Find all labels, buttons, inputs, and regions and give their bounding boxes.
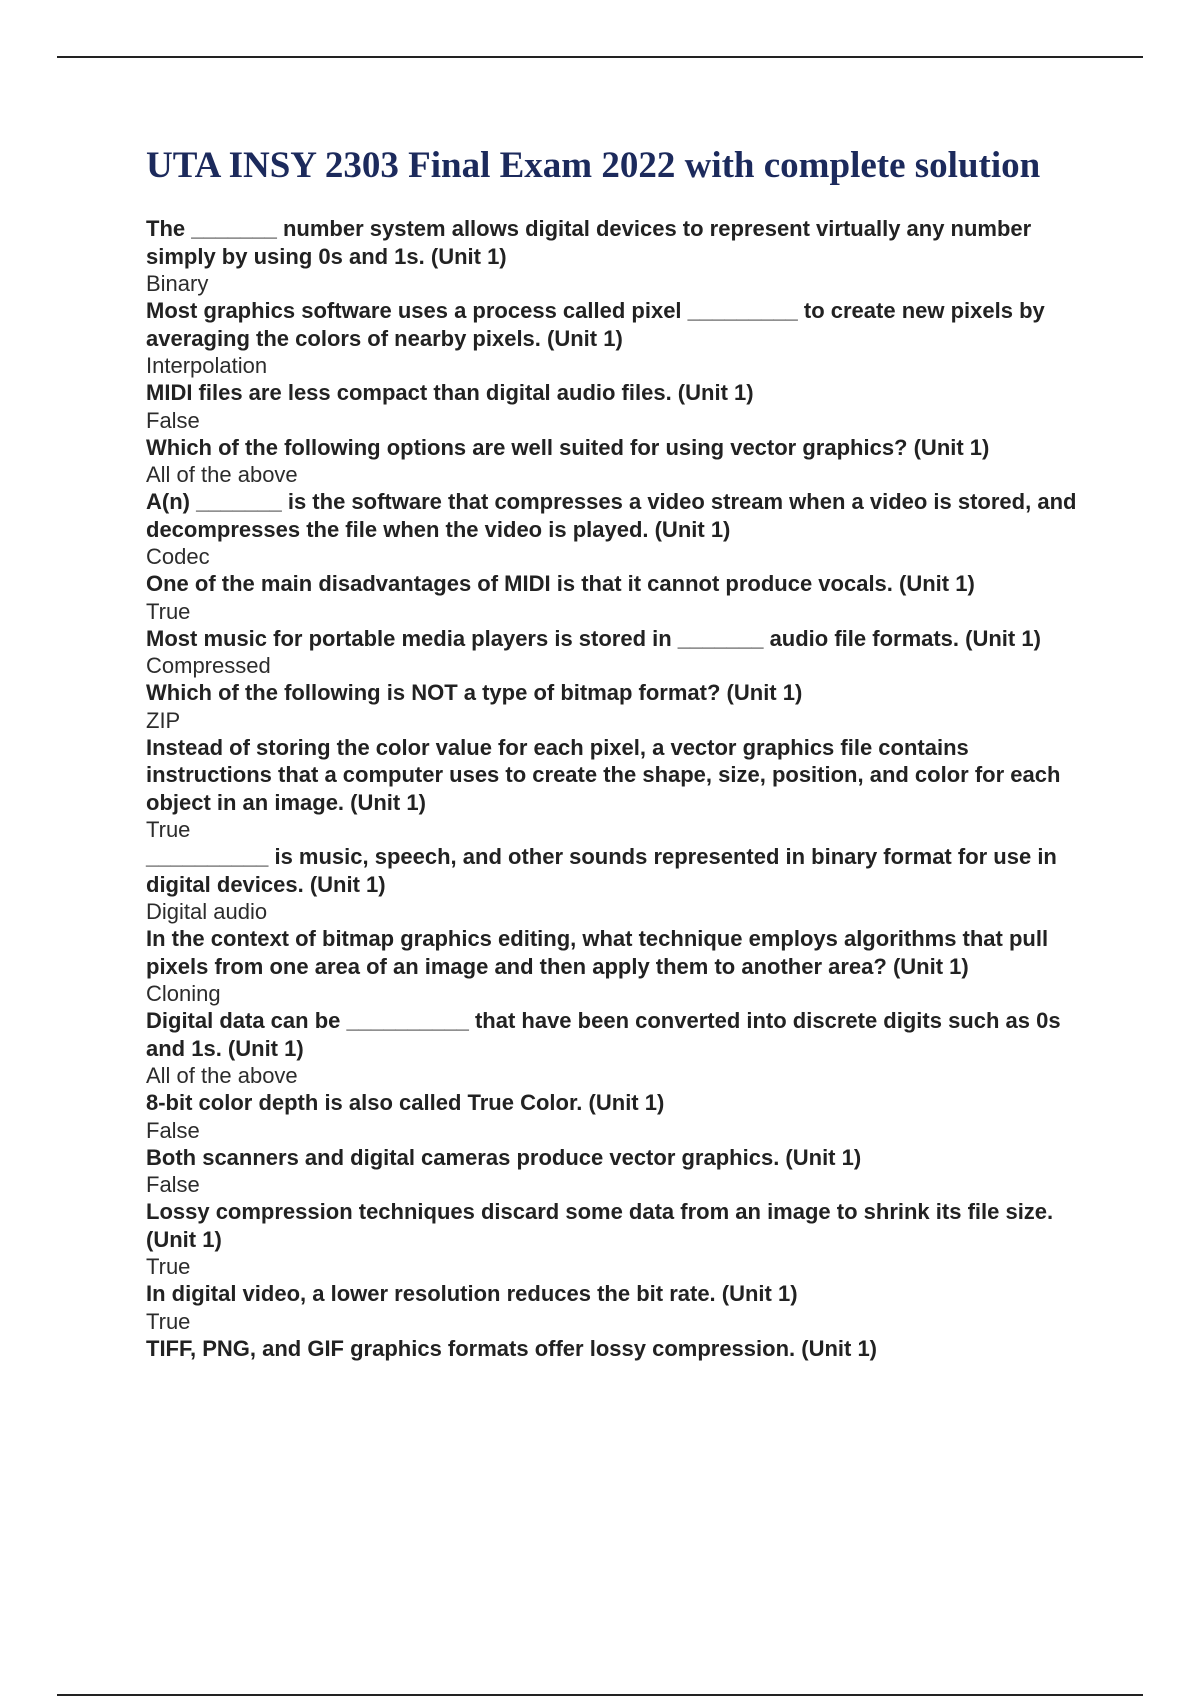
- answer-text: False: [146, 1117, 200, 1143]
- question-text: Digital data can be __________ that have been converted into discrete digits such as 0s and 1s. (Unit 1): [146, 1008, 1061, 1061]
- answer-text: Compressed: [146, 653, 271, 678]
- question-text: 8-bit color depth is also called True Color. (Unit 1): [146, 1090, 665, 1115]
- question-text: __________ is music, speech, and other sounds represented in binary format for use in digital devices. (Unit 1): [146, 844, 1057, 897]
- question-text: In digital video, a lower resolution reduces the bit rate. (Unit 1): [146, 1281, 798, 1306]
- question-text: Instead of storing the color value for each pixel, a vector graphics file contains instructions that a computer uses to create the shape, size, position, and color for each object in an image. (Unit 1): [146, 734, 1061, 815]
- answer-text: True: [146, 598, 191, 624]
- bottom-divider: [57, 1694, 1143, 1696]
- answer-text: False: [146, 407, 200, 433]
- answer-text: Digital audio: [146, 899, 268, 924]
- question-text: Which of the following options are well suited for using vector graphics? (Unit 1): [146, 434, 990, 460]
- answer-text: ZIP: [146, 707, 181, 733]
- question-text: One of the main disadvantages of MIDI is that it cannot produce vocals. (Unit 1): [146, 571, 975, 596]
- answer-text: False: [146, 1172, 200, 1197]
- answer-text: Interpolation: [146, 353, 268, 378]
- answer-text: True: [146, 1254, 191, 1279]
- question-text: A(n) _______ is the software that compresses a video stream when a video is stored, and decompresses the file when the video is played. (Unit 1): [146, 489, 1077, 542]
- question-text: TIFF, PNG, and GIF graphics formats offer lossy compression. (Unit 1): [146, 1335, 878, 1361]
- question-text: The _______ number system allows digital devices to represent virtually any number simply by using 0s and 1s. (Unit 1): [146, 216, 1032, 269]
- question-text: Lossy compression techniques discard some data from an image to shrink its file size. (Unit 1): [146, 1199, 1054, 1252]
- answer-text: True: [146, 1308, 191, 1334]
- answer-text: True: [146, 817, 191, 842]
- question-text: Most music for portable media players is stored in _______ audio file formats. (Unit 1): [146, 625, 1041, 651]
- answer-text: Cloning: [146, 981, 221, 1006]
- answer-text: Codec: [146, 544, 210, 569]
- question-list: [146, 215, 1096, 1362]
- answer-text: All of the above: [146, 1063, 298, 1088]
- question-text: Which of the following is NOT a type of bitmap format? (Unit 1): [146, 680, 803, 705]
- question-text: MIDI files are less compact than digital audio files. (Unit 1): [146, 380, 754, 405]
- question-text: Both scanners and digital cameras produce vector graphics. (Unit 1): [146, 1144, 862, 1170]
- top-divider: [57, 56, 1143, 58]
- page-title: UTA INSY 2303 Final Exam 2022 with complete solution: [146, 145, 1041, 186]
- answer-text: All of the above: [146, 462, 298, 487]
- question-text: Most graphics software uses a process called pixel _________ to create new pixels by averaging the colors of nearby pixels. (Unit 1): [146, 298, 1045, 351]
- question-text: In the context of bitmap graphics editing, what technique employs algorithms that pull pixels from one area of an image and then apply them to another area? (Unit 1): [146, 926, 1049, 979]
- answer-text: Binary: [146, 271, 209, 296]
